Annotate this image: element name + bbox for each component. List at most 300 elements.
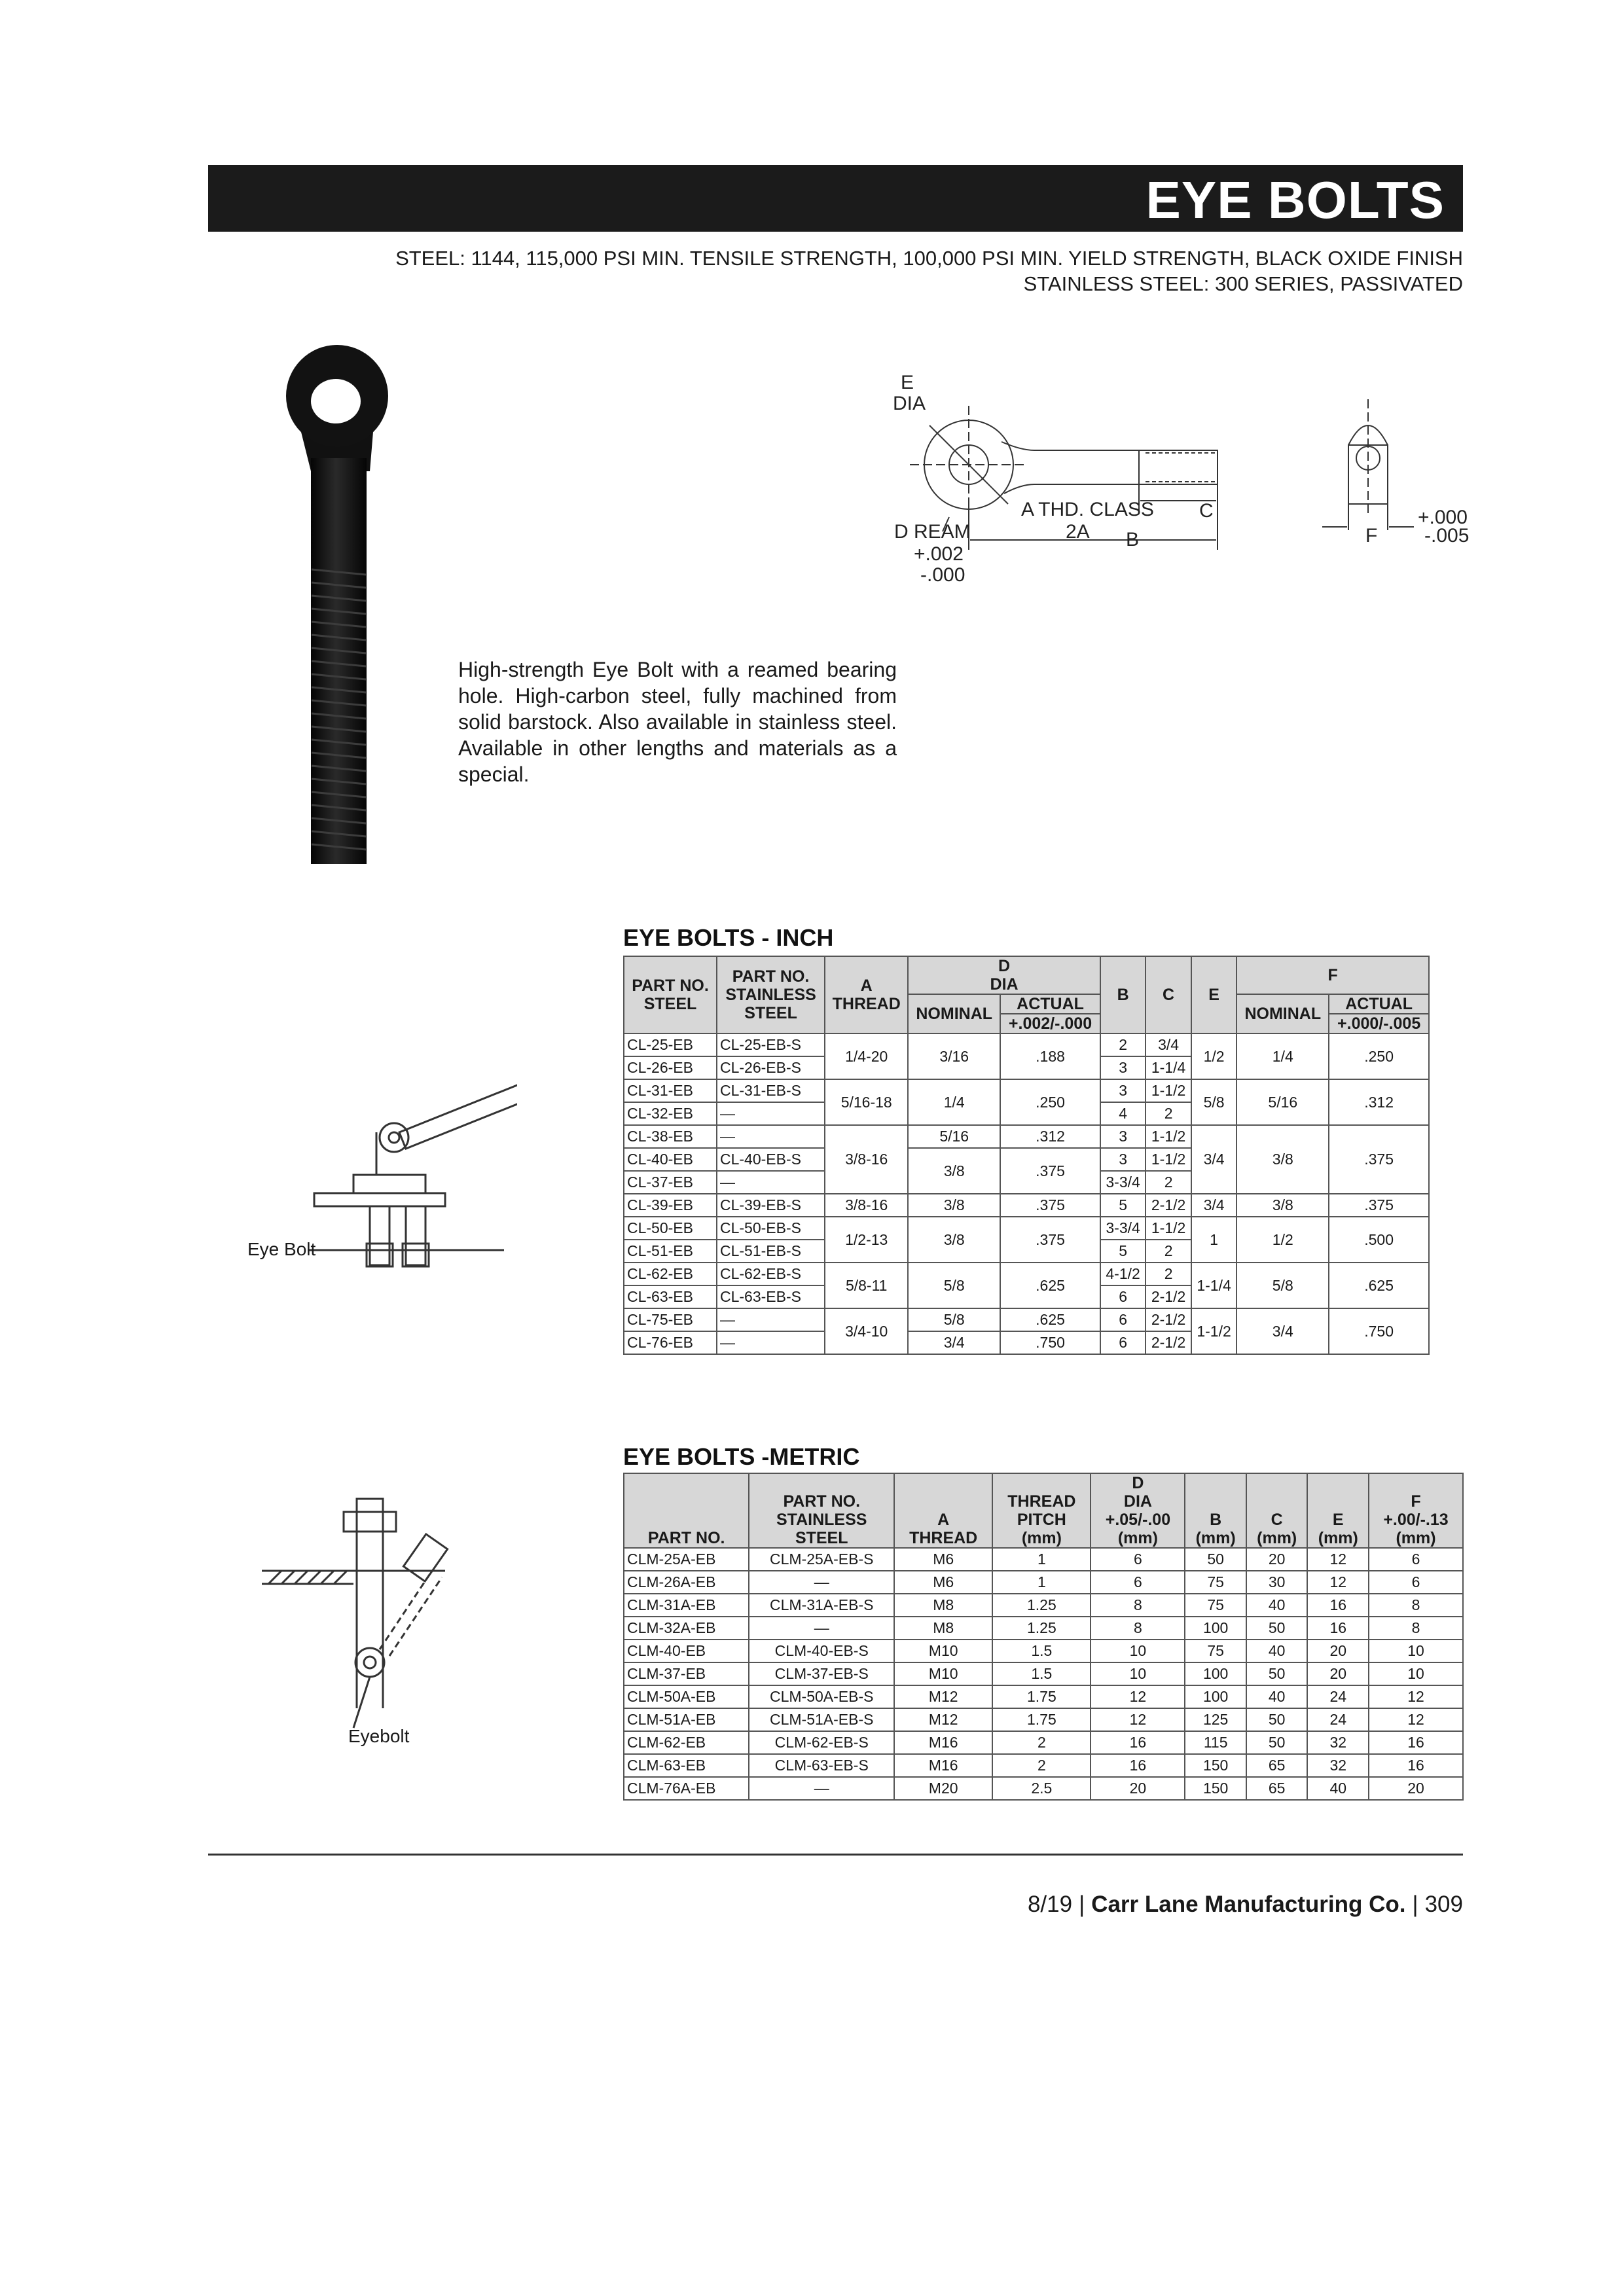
d-actual: .375 <box>1000 1217 1100 1263</box>
part-number: CLM-76A-EB <box>624 1777 749 1800</box>
header-text: A <box>860 977 873 995</box>
col-part-stainless <box>717 956 825 1033</box>
header-text: PITCH <box>1017 1511 1066 1529</box>
col-part-steel <box>624 956 717 1033</box>
dim-d-tol-minus: -.000 <box>920 564 965 586</box>
d-actual: .188 <box>1000 1033 1100 1079</box>
f-nominal: 5/16 <box>1236 1079 1329 1125</box>
table-row <box>624 1617 1463 1640</box>
thread: 3/8-16 <box>825 1125 908 1194</box>
d-value: 12 <box>1091 1685 1185 1708</box>
col-b: B <box>1100 956 1146 1033</box>
d-value: 6 <box>1091 1571 1185 1594</box>
dim-e-label: E <box>901 372 914 393</box>
dim-thread-label: A THD. CLASS <box>1021 499 1154 520</box>
part-steel: CL-51-EB <box>624 1240 717 1263</box>
material-spec-steel: STEEL: 1144, 115,000 PSI MIN. TENSILE STRENGTH, 100,000 PSI MIN. YIELD STRENGTH, BLACK OXIDE FINISH <box>395 247 1463 270</box>
header-text: B <box>1210 1511 1222 1529</box>
d-value: 12 <box>1091 1708 1185 1731</box>
b-value: 6 <box>1100 1308 1146 1331</box>
f-value: 10 <box>1369 1662 1463 1685</box>
part-steel: CL-39-EB <box>624 1194 717 1217</box>
c-value: 3/4 <box>1146 1033 1191 1056</box>
thread: 3/4-10 <box>825 1308 908 1354</box>
f-nominal: 1/2 <box>1236 1217 1329 1263</box>
d-actual: .750 <box>1000 1331 1100 1354</box>
col-f: F <box>1236 956 1429 994</box>
d-nominal: 3/8 <box>908 1194 1000 1217</box>
d-nominal: 5/16 <box>908 1125 1000 1148</box>
header-text: (mm) <box>1195 1529 1236 1547</box>
thread-pitch: 1.75 <box>992 1708 1091 1731</box>
e-value: 20 <box>1307 1640 1369 1662</box>
col-a-thread <box>894 1473 992 1548</box>
b-value: 6 <box>1100 1331 1146 1354</box>
part-stainless: CLM-63-EB-S <box>749 1754 894 1777</box>
col-d-tol: +.002/-.000 <box>1000 1014 1100 1033</box>
dim-d-tol-plus: +.002 <box>914 543 964 565</box>
table-row <box>624 1194 1429 1217</box>
f-nominal: 5/8 <box>1236 1263 1329 1308</box>
d-value: 6 <box>1091 1548 1185 1571</box>
part-steel: CL-63-EB <box>624 1285 717 1308</box>
header-text: +.00/-.13 <box>1383 1511 1449 1529</box>
part-stainless: — <box>717 1125 825 1148</box>
thread: 5/8-11 <box>825 1263 908 1308</box>
col-f-tol: +.000/-.005 <box>1329 1014 1429 1033</box>
part-steel: CL-75-EB <box>624 1308 717 1331</box>
e-value: 12 <box>1307 1571 1369 1594</box>
part-stainless: — <box>749 1777 894 1800</box>
page-footer <box>1028 1892 1463 1918</box>
c-value: 2 <box>1146 1240 1191 1263</box>
d-actual: .375 <box>1000 1194 1100 1217</box>
col-f-actual: ACTUAL <box>1329 994 1429 1014</box>
col-thread-pitch <box>992 1473 1091 1548</box>
e-value: 24 <box>1307 1685 1369 1708</box>
dim-f-label: F <box>1365 525 1378 547</box>
c-value: 2-1/2 <box>1146 1285 1191 1308</box>
col-b <box>1185 1473 1246 1548</box>
f-value: 10 <box>1369 1640 1463 1662</box>
c-value: 40 <box>1246 1685 1308 1708</box>
footer-separator: | <box>1412 1892 1418 1917</box>
thread: 1/2-13 <box>825 1217 908 1263</box>
table-row <box>624 1685 1463 1708</box>
inch-table-title: EYE BOLTS - INCH <box>623 924 834 951</box>
thread: M16 <box>894 1754 992 1777</box>
dim-d-ream-label: D REAM <box>894 521 971 543</box>
part-steel: CL-32-EB <box>624 1102 717 1125</box>
b-value: 115 <box>1185 1731 1246 1754</box>
dim-b-label: B <box>1126 529 1140 550</box>
metric-table-title: EYE BOLTS -METRIC <box>623 1443 860 1470</box>
d-actual: .312 <box>1000 1125 1100 1148</box>
part-steel: CL-38-EB <box>624 1125 717 1148</box>
c-value: 30 <box>1246 1571 1308 1594</box>
col-part-no <box>624 1473 749 1548</box>
e-value: 1-1/2 <box>1191 1308 1236 1354</box>
table-row <box>624 1731 1463 1754</box>
f-value: 12 <box>1369 1708 1463 1731</box>
b-value: 150 <box>1185 1777 1246 1800</box>
b-value: 3 <box>1100 1148 1146 1171</box>
part-number: CLM-25A-EB <box>624 1548 749 1571</box>
product-description: High-strength Eye Bolt with a reamed bearing hole. High-carbon steel, fully machined from solid barstock. Also available in stainless steel. Available in other lengths and materials as a special. <box>458 658 897 786</box>
f-nominal: 3/4 <box>1236 1308 1329 1354</box>
header-text: PART NO. <box>647 1529 725 1547</box>
header-text: (mm) <box>1021 1529 1062 1547</box>
dim-f-tol-minus: -.005 <box>1424 525 1470 547</box>
e-value: 3/4 <box>1191 1194 1236 1217</box>
part-stainless: — <box>717 1331 825 1354</box>
dimension-diagram <box>864 367 1479 589</box>
header-text: PART NO. <box>783 1492 861 1511</box>
d-nominal: 3/8 <box>908 1148 1000 1194</box>
table-row <box>624 1777 1463 1800</box>
thread-pitch: 1.5 <box>992 1662 1091 1685</box>
part-steel: CL-62-EB <box>624 1263 717 1285</box>
dim-class-label: 2A <box>1066 521 1090 543</box>
col-a-thread <box>825 956 908 1033</box>
d-nominal: 3/4 <box>908 1331 1000 1354</box>
d-value: 16 <box>1091 1754 1185 1777</box>
col-part-stainless <box>749 1473 894 1548</box>
col-d-actual: ACTUAL <box>1000 994 1100 1014</box>
b-value: 75 <box>1185 1571 1246 1594</box>
thread-pitch: 2 <box>992 1731 1091 1754</box>
b-value: 3-3/4 <box>1100 1171 1146 1194</box>
part-stainless: CL-51-EB-S <box>717 1240 825 1263</box>
header-text: THREAD <box>909 1529 978 1547</box>
c-value: 2-1/2 <box>1146 1194 1191 1217</box>
thread-pitch: 2.5 <box>992 1777 1091 1800</box>
part-stainless: CLM-51A-EB-S <box>749 1708 894 1731</box>
e-value: 32 <box>1307 1731 1369 1754</box>
header-text: STAINLESS <box>725 986 816 1004</box>
thread: M6 <box>894 1571 992 1594</box>
c-value: 65 <box>1246 1754 1308 1777</box>
header-text: DIA <box>990 975 1019 994</box>
b-value: 4-1/2 <box>1100 1263 1146 1285</box>
col-c <box>1246 1473 1308 1548</box>
d-value: 8 <box>1091 1617 1185 1640</box>
header-text: +.05/-.00 <box>1105 1511 1171 1529</box>
f-nominal: 3/8 <box>1236 1194 1329 1217</box>
d-nominal: 5/8 <box>908 1308 1000 1331</box>
col-d-nominal: NOMINAL <box>908 994 1000 1033</box>
e-value: 16 <box>1307 1617 1369 1640</box>
e-value: 5/8 <box>1191 1079 1236 1125</box>
c-value: 1-1/4 <box>1146 1056 1191 1079</box>
header-text: THREAD <box>832 995 901 1013</box>
c-value: 2-1/2 <box>1146 1308 1191 1331</box>
f-nominal: 1/4 <box>1236 1033 1329 1079</box>
c-value: 20 <box>1246 1548 1308 1571</box>
c-value: 50 <box>1246 1617 1308 1640</box>
header-text: (mm) <box>1396 1529 1436 1547</box>
c-value: 1-1/2 <box>1146 1079 1191 1102</box>
c-value: 2-1/2 <box>1146 1331 1191 1354</box>
header-text: STEEL <box>795 1529 848 1547</box>
b-value: 75 <box>1185 1594 1246 1617</box>
d-value: 10 <box>1091 1662 1185 1685</box>
part-number: CLM-37-EB <box>624 1662 749 1685</box>
d-value: 16 <box>1091 1731 1185 1754</box>
part-steel: CL-37-EB <box>624 1171 717 1194</box>
header-text: D <box>998 957 1011 975</box>
swing-eyebolt-label: Eyebolt <box>348 1726 410 1746</box>
f-value: 20 <box>1369 1777 1463 1800</box>
e-value: 24 <box>1307 1708 1369 1731</box>
footer-page-number: 309 <box>1424 1892 1463 1917</box>
col-f-nominal: NOMINAL <box>1236 994 1329 1033</box>
c-value: 2 <box>1146 1171 1191 1194</box>
header-text: A <box>937 1511 950 1529</box>
table-row <box>624 1708 1463 1731</box>
f-value: 16 <box>1369 1731 1463 1754</box>
b-value: 2 <box>1100 1033 1146 1056</box>
b-value: 100 <box>1185 1685 1246 1708</box>
f-value: 8 <box>1369 1617 1463 1640</box>
swing-bolt-illustration <box>255 1486 465 1741</box>
f-value: 12 <box>1369 1685 1463 1708</box>
part-stainless: CLM-31A-EB-S <box>749 1594 894 1617</box>
col-d-dia <box>908 956 1100 994</box>
part-number: CLM-62-EB <box>624 1731 749 1754</box>
c-value: 50 <box>1246 1731 1308 1754</box>
d-nominal: 3/8 <box>908 1217 1000 1263</box>
header-text: PART NO. <box>632 977 709 995</box>
f-value: 8 <box>1369 1594 1463 1617</box>
part-stainless: CL-31-EB-S <box>717 1079 825 1102</box>
thread-pitch: 1 <box>992 1548 1091 1571</box>
table-row <box>624 1662 1463 1685</box>
b-value: 3 <box>1100 1056 1146 1079</box>
part-stainless: CLM-37-EB-S <box>749 1662 894 1685</box>
e-value: 3/4 <box>1191 1125 1236 1194</box>
d-actual: .375 <box>1000 1148 1100 1194</box>
footer-company: Carr Lane Manufacturing Co. <box>1091 1892 1406 1917</box>
part-steel: CL-76-EB <box>624 1331 717 1354</box>
part-steel: CL-31-EB <box>624 1079 717 1102</box>
table-row <box>624 1754 1463 1777</box>
f-actual: .312 <box>1329 1079 1429 1125</box>
header-text: STEEL <box>643 995 697 1013</box>
table-row <box>624 1033 1429 1056</box>
b-value: 5 <box>1100 1194 1146 1217</box>
part-stainless: — <box>749 1571 894 1594</box>
b-value: 3 <box>1100 1079 1146 1102</box>
f-actual: .375 <box>1329 1125 1429 1194</box>
part-stainless: CL-50-EB-S <box>717 1217 825 1240</box>
d-value: 8 <box>1091 1594 1185 1617</box>
thread: M16 <box>894 1731 992 1754</box>
b-value: 100 <box>1185 1617 1246 1640</box>
part-number: CLM-32A-EB <box>624 1617 749 1640</box>
f-value: 16 <box>1369 1754 1463 1777</box>
thread-pitch: 1.25 <box>992 1617 1091 1640</box>
d-actual: .625 <box>1000 1263 1100 1308</box>
page-title: EYE BOLTS <box>1146 171 1445 229</box>
c-value: 50 <box>1246 1662 1308 1685</box>
fixture-eye-bolt-label: Eye Bolt <box>247 1239 316 1259</box>
header-text: F <box>1411 1492 1421 1511</box>
header-text: PART NO. <box>732 967 810 986</box>
part-steel: CL-26-EB <box>624 1056 717 1079</box>
part-steel: CL-50-EB <box>624 1217 717 1240</box>
footer-date: 8/19 <box>1027 1892 1073 1917</box>
e-value: 16 <box>1307 1594 1369 1617</box>
thread-pitch: 1.75 <box>992 1685 1091 1708</box>
col-c: C <box>1146 956 1191 1033</box>
b-value: 3-3/4 <box>1100 1217 1146 1240</box>
e-value: 1 <box>1191 1217 1236 1263</box>
b-value: 75 <box>1185 1640 1246 1662</box>
thread: M20 <box>894 1777 992 1800</box>
thread: 1/4-20 <box>825 1033 908 1079</box>
d-nominal: 5/8 <box>908 1263 1000 1308</box>
dim-c-label: C <box>1199 500 1214 522</box>
b-value: 3 <box>1100 1125 1146 1148</box>
col-e: E <box>1191 956 1236 1033</box>
thread: M10 <box>894 1640 992 1662</box>
col-d-dia <box>1091 1473 1185 1548</box>
e-value: 32 <box>1307 1754 1369 1777</box>
dim-f-tol-plus: +.000 <box>1418 507 1468 528</box>
d-value: 10 <box>1091 1640 1185 1662</box>
b-value: 100 <box>1185 1662 1246 1685</box>
c-value: 65 <box>1246 1777 1308 1800</box>
e-value: 1-1/4 <box>1191 1263 1236 1308</box>
e-value: 12 <box>1307 1548 1369 1571</box>
e-value: 1/2 <box>1191 1033 1236 1079</box>
material-spec-stainless: STAINLESS STEEL: 300 SERIES, PASSIVATED <box>1023 272 1463 295</box>
header-text: E <box>1332 1511 1344 1529</box>
f-actual: .750 <box>1329 1308 1429 1354</box>
table-row <box>624 1125 1429 1148</box>
header-text: THREAD <box>1007 1492 1076 1511</box>
b-value: 4 <box>1100 1102 1146 1125</box>
thread: M10 <box>894 1662 992 1685</box>
footer-separator: | <box>1079 1892 1085 1917</box>
header-text: (mm) <box>1318 1529 1358 1547</box>
thread: M8 <box>894 1617 992 1640</box>
f-actual: .500 <box>1329 1217 1429 1263</box>
thread: M6 <box>894 1548 992 1571</box>
thread: M12 <box>894 1685 992 1708</box>
table-row <box>624 1263 1429 1285</box>
table-row <box>624 1308 1429 1331</box>
d-actual: .250 <box>1000 1079 1100 1125</box>
e-value: 40 <box>1307 1777 1369 1800</box>
eye-bolt-photo <box>275 334 406 877</box>
part-stainless: — <box>717 1171 825 1194</box>
d-actual: .625 <box>1000 1308 1100 1331</box>
part-number: CLM-51A-EB <box>624 1708 749 1731</box>
f-actual: .375 <box>1329 1194 1429 1217</box>
table-row <box>624 1217 1429 1240</box>
part-stainless: CLM-40-EB-S <box>749 1640 894 1662</box>
part-stainless: CL-63-EB-S <box>717 1285 825 1308</box>
c-value: 1-1/2 <box>1146 1217 1191 1240</box>
b-value: 6 <box>1100 1285 1146 1308</box>
f-actual: .250 <box>1329 1033 1429 1079</box>
c-value: 50 <box>1246 1708 1308 1731</box>
header-text: STEEL <box>744 1004 797 1022</box>
header-text: DIA <box>1123 1492 1152 1511</box>
part-stainless: CLM-62-EB-S <box>749 1731 894 1754</box>
thread: M8 <box>894 1594 992 1617</box>
part-steel: CL-40-EB <box>624 1148 717 1171</box>
thread-pitch: 1.5 <box>992 1640 1091 1662</box>
c-value: 1-1/2 <box>1146 1125 1191 1148</box>
f-value: 6 <box>1369 1571 1463 1594</box>
part-number: CLM-50A-EB <box>624 1685 749 1708</box>
part-stainless: — <box>749 1617 894 1640</box>
part-number: CLM-63-EB <box>624 1754 749 1777</box>
part-stainless: CL-39-EB-S <box>717 1194 825 1217</box>
b-value: 150 <box>1185 1754 1246 1777</box>
header-text: (mm) <box>1257 1529 1297 1547</box>
part-stainless: CLM-25A-EB-S <box>749 1548 894 1571</box>
metric-spec-table <box>623 1473 1464 1801</box>
table-row <box>624 1571 1463 1594</box>
dim-dia-label: DIA <box>893 393 926 414</box>
inch-spec-table <box>623 956 1430 1355</box>
b-value: 50 <box>1185 1548 1246 1571</box>
c-value: 40 <box>1246 1594 1308 1617</box>
b-value: 5 <box>1100 1240 1146 1263</box>
part-stainless: CL-26-EB-S <box>717 1056 825 1079</box>
thread-pitch: 2 <box>992 1754 1091 1777</box>
part-stainless: CL-40-EB-S <box>717 1148 825 1171</box>
part-stainless: — <box>717 1308 825 1331</box>
header-text: D <box>1132 1474 1144 1492</box>
e-value: 20 <box>1307 1662 1369 1685</box>
part-steel: CL-25-EB <box>624 1033 717 1056</box>
b-value: 125 <box>1185 1708 1246 1731</box>
part-number: CLM-40-EB <box>624 1640 749 1662</box>
part-stainless: CL-62-EB-S <box>717 1263 825 1285</box>
f-nominal: 3/8 <box>1236 1125 1329 1194</box>
thread: 5/16-18 <box>825 1079 908 1125</box>
thread: 3/8-16 <box>825 1194 908 1217</box>
header-text: C <box>1271 1511 1283 1529</box>
c-value: 1-1/2 <box>1146 1148 1191 1171</box>
header-text: (mm) <box>1117 1529 1158 1547</box>
title-bar <box>208 165 1463 232</box>
footer-rule <box>208 1854 1463 1856</box>
part-stainless: CL-25-EB-S <box>717 1033 825 1056</box>
f-actual: .625 <box>1329 1263 1429 1308</box>
d-value: 20 <box>1091 1777 1185 1800</box>
thread-pitch: 1 <box>992 1571 1091 1594</box>
d-nominal: 1/4 <box>908 1079 1000 1125</box>
table-row <box>624 1594 1463 1617</box>
thread: M12 <box>894 1708 992 1731</box>
c-value: 2 <box>1146 1102 1191 1125</box>
thread-pitch: 1.25 <box>992 1594 1091 1617</box>
table-row <box>624 1079 1429 1102</box>
c-value: 2 <box>1146 1263 1191 1285</box>
part-stainless: CLM-50A-EB-S <box>749 1685 894 1708</box>
col-f <box>1369 1473 1463 1548</box>
part-stainless: — <box>717 1102 825 1125</box>
table-row <box>624 1548 1463 1571</box>
d-nominal: 3/16 <box>908 1033 1000 1079</box>
header-text: STAINLESS <box>776 1511 867 1529</box>
